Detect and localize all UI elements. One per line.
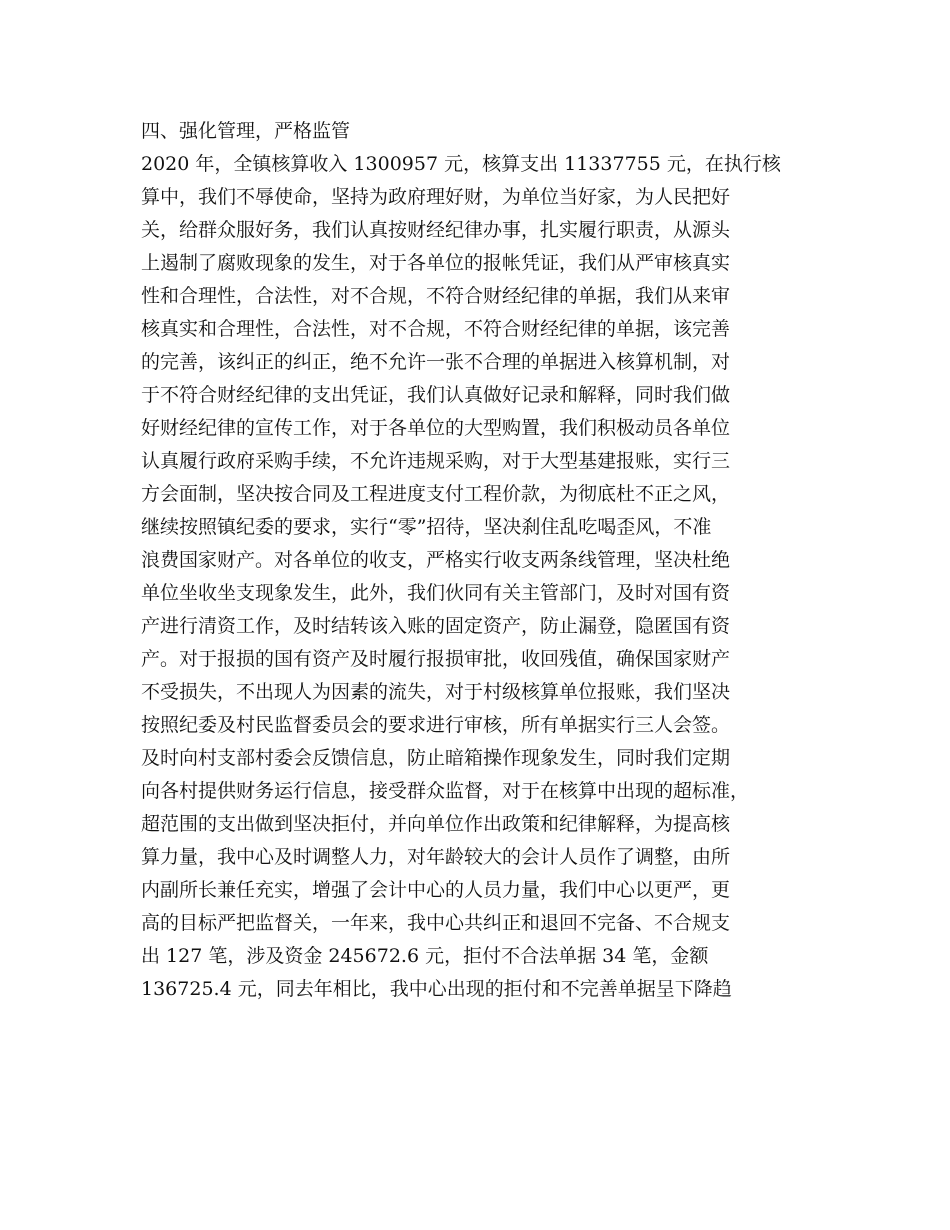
- paragraph-line: 继续按照镇纪委的要求，实行“零”招待，坚决刹住乱吃喝歪风，不准: [141, 516, 712, 538]
- paragraph-line: 136725.4 元，同去年相比，我中心出现的拒付和不完善单据呈下降趋: [141, 978, 732, 1000]
- paragraph-line: 不受损失，不出现人为因素的流失，对于村级核算单位报账，我们坚决: [141, 681, 731, 703]
- paragraph-line: 内副所长兼任充实，增强了会计中心的人员力量，我们中心以更严，更: [141, 879, 731, 901]
- paragraph-line: 关，给群众服好务，我们认真按财经纪律办事，扎实履行职责，从源头: [141, 219, 731, 241]
- paragraph-line: 超范围的支出做到坚决拒付，并向单位作出政策和纪律解释，为提高核: [141, 813, 731, 835]
- paragraph-line: 的完善，该纠正的纠正，绝不允许一张不合理的单据进入核算机制，对: [141, 351, 731, 373]
- paragraph-line: 方会面制，坚决按合同及工程进度支付工程价款，为彻底杜不正之风，: [141, 483, 731, 505]
- paragraph-line: 上遏制了腐败现象的发生，对于各单位的报帐凭证，我们从严审核真实: [141, 252, 731, 274]
- paragraph-line: 出 127 笔，涉及资金 245672.6 元，拒付不合法单据 34 笔，金额: [141, 945, 709, 967]
- paragraph-line: 认真履行政府采购手续，不允许违规采购，对于大型基建报账，实行三: [141, 450, 731, 472]
- paragraph-line: 2020 年，全镇核算收入 1300957 元，核算支出 11337755 元，在执行核: [141, 153, 781, 175]
- paragraph-line: 浪费国家财产。对各单位的收支，严格实行收支两条线管理，坚决杜绝: [141, 549, 731, 571]
- paragraph-line: 产。对于报损的国有资产及时履行报损审批，收回残值，确保国家财产: [141, 648, 731, 670]
- paragraph-line: 性和合理性，合法性，对不合规，不符合财经纪律的单据，我们从来审: [141, 285, 731, 307]
- paragraph-line: 产进行清资工作，及时结转该入账的固定资产，防止漏登，隐匿国有资: [141, 615, 731, 637]
- paragraph-line: 按照纪委及村民监督委员会的要求进行审核，所有单据实行三人会签。: [141, 714, 731, 736]
- paragraph-line: 高的目标严把监督关，一年来，我中心共纠正和退回不完备、不合规支: [141, 912, 731, 934]
- paragraph-line: 及时向村支部村委会反馈信息，防止暗箱操作现象发生，同时我们定期: [141, 747, 731, 769]
- paragraph-line: 于不符合财经纪律的支出凭证，我们认真做好记录和解释，同时我们做: [141, 384, 731, 406]
- paragraph-line: 核真实和合理性，合法性，对不合规，不符合财经纪律的单据，该完善: [141, 318, 731, 340]
- paragraph-line: 好财经纪律的宣传工作，对于各单位的大型购置，我们积极动员各单位: [141, 417, 731, 439]
- paragraph-line: 算力量，我中心及时调整人力，对年龄较大的会计人员作了调整，由所: [141, 846, 731, 868]
- paragraph-line: 算中，我们不辱使命，坚持为政府理好财，为单位当好家，为人民把好: [141, 186, 731, 208]
- section-heading: 四、强化管理，严格监管: [141, 120, 351, 142]
- paragraph-line: 向各村提供财务运行信息，接受群众监督，对于在核算中出现的超标准，: [141, 780, 750, 802]
- paragraph-line: 单位坐收坐支现象发生，此外，我们伙同有关主管部门，及时对国有资: [141, 582, 731, 604]
